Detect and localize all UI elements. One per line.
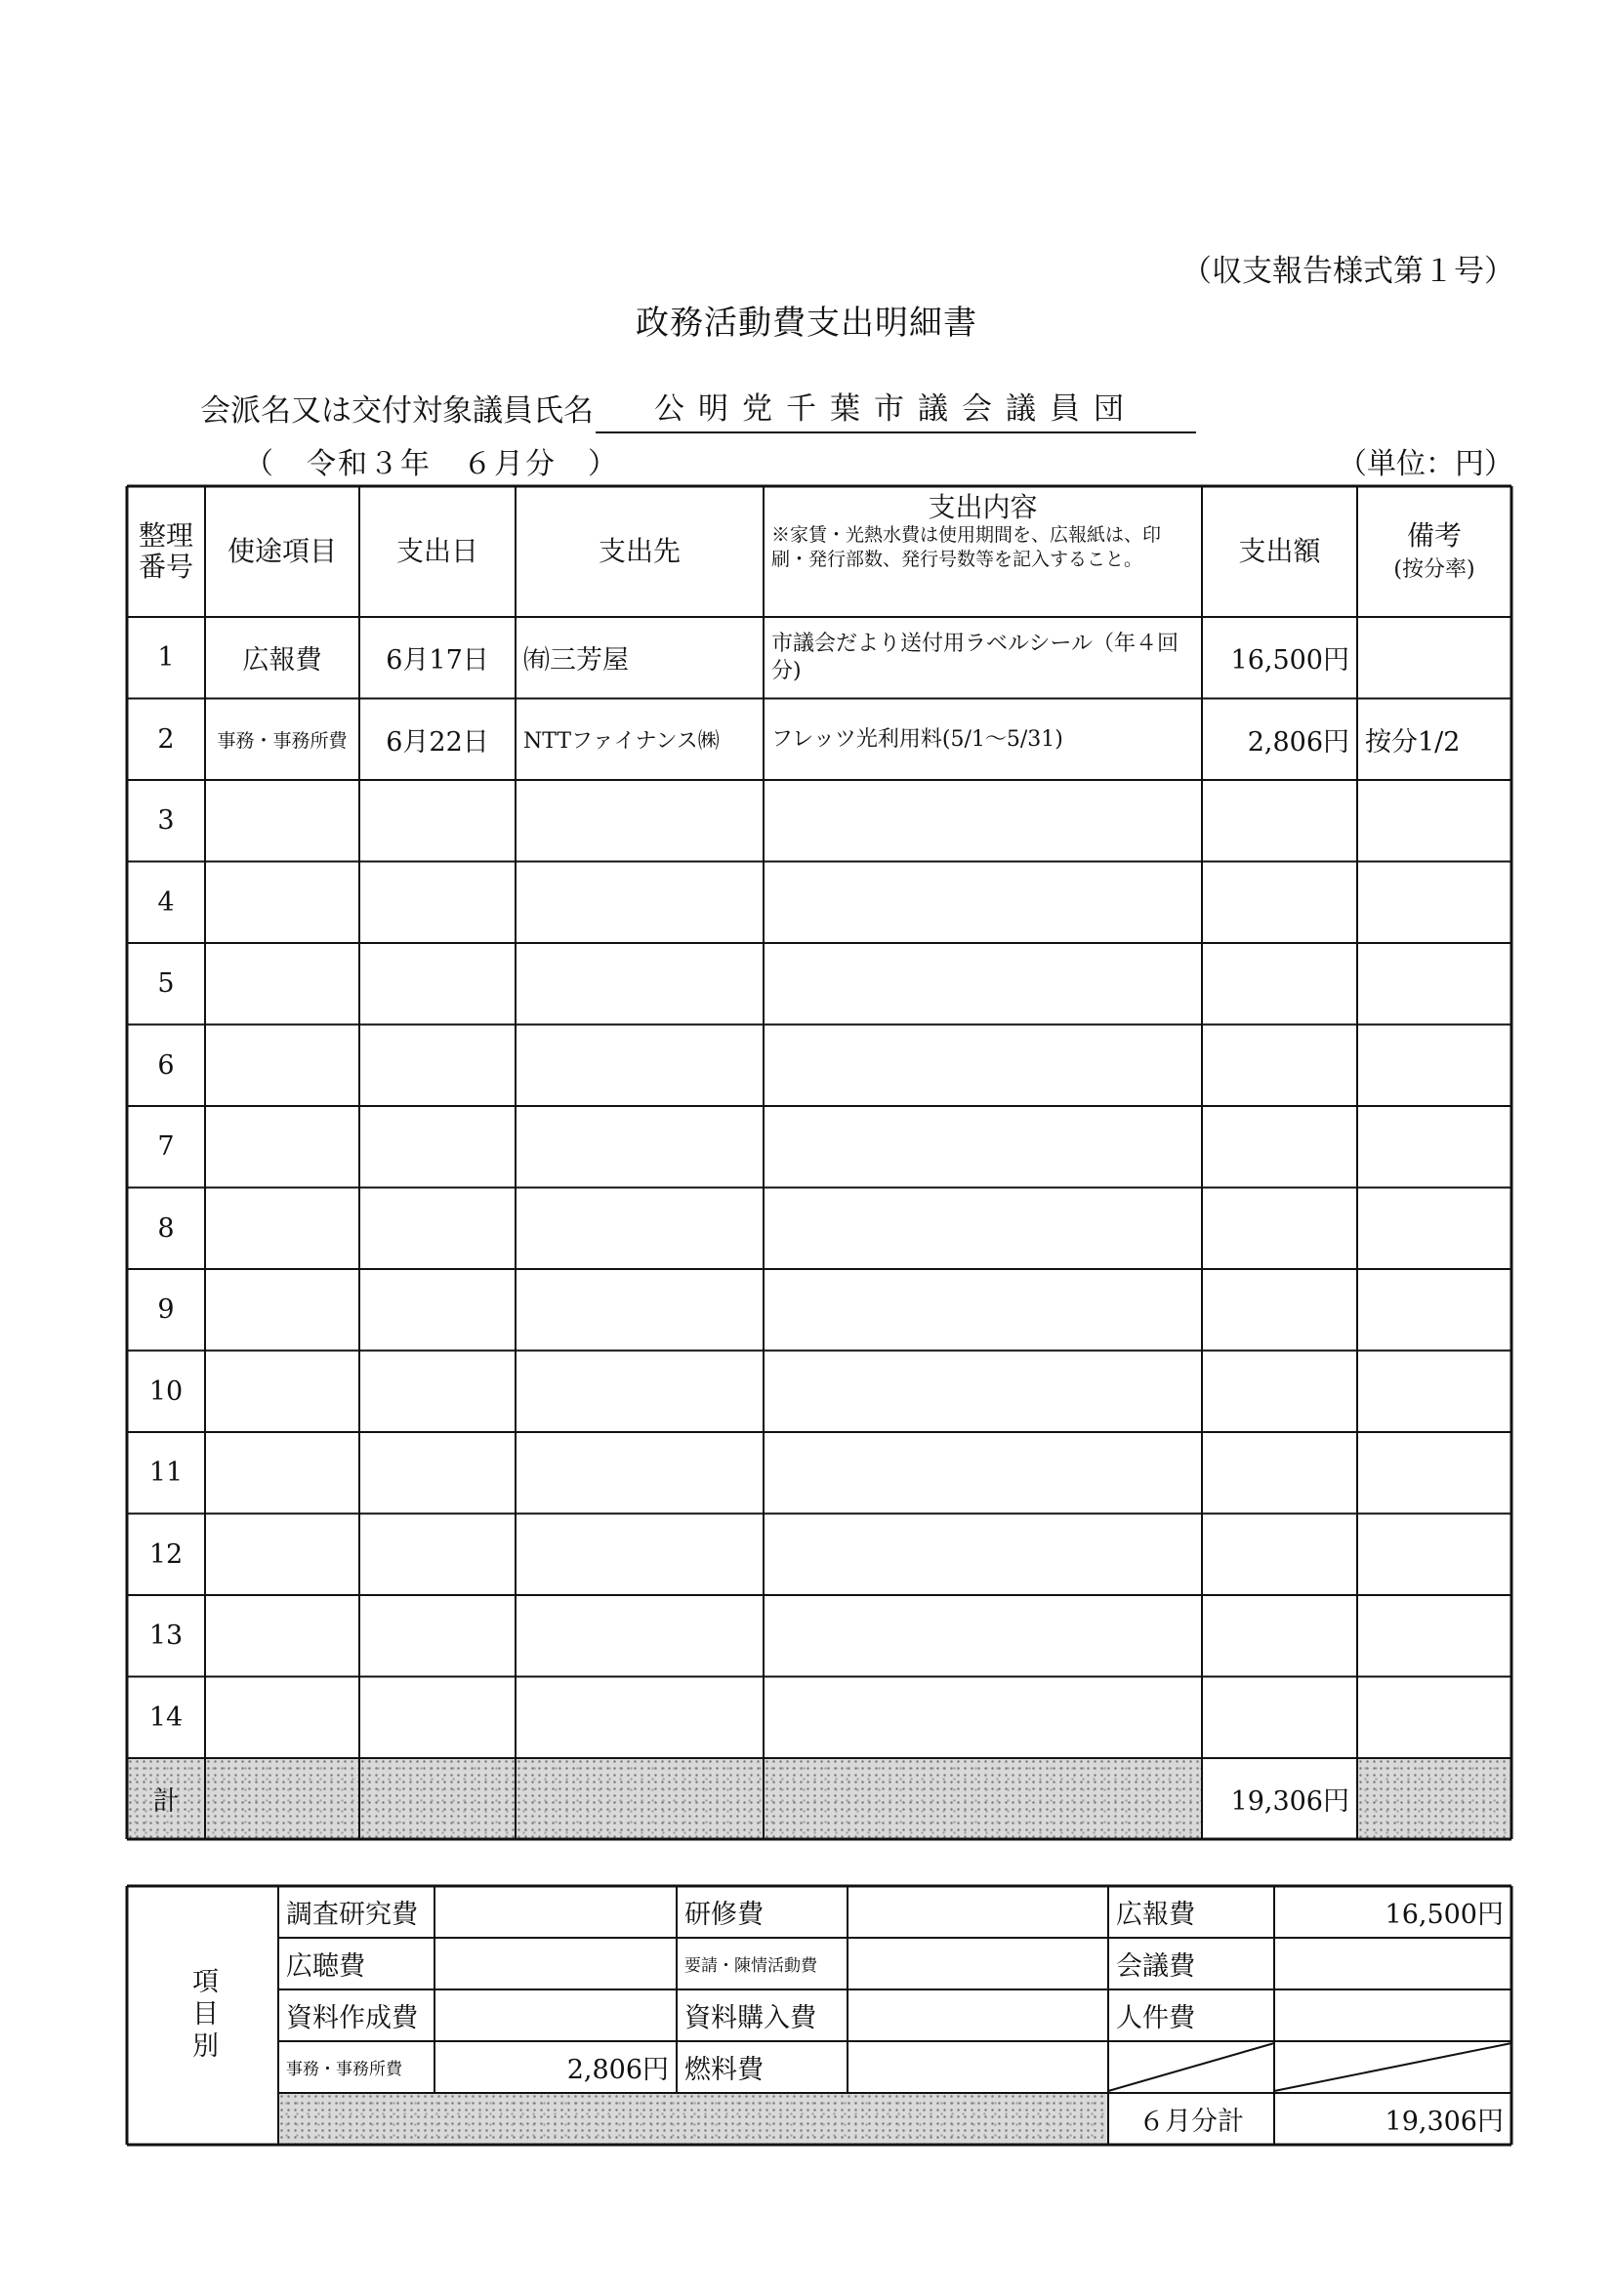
header-content-title: 支出内容 [928,491,1038,523]
row-payee: ㈲三芳屋 [523,645,629,676]
row-remarks: 按分1/2 [1365,726,1461,758]
row-number: 9 [157,1294,175,1326]
row-number: 8 [157,1212,175,1244]
summary-item-label: 広報費 [1116,1900,1195,1930]
header-content-note: ※家賃・光熱水費は使用期間を、広報紙は、印刷・発行部数、発行号数等を記入すること。 [771,524,1162,570]
row-number: 1 [157,642,175,674]
row-number: 5 [157,968,175,1000]
month-total-value: 19,306円 [1385,2107,1504,2137]
row-content: フレッツ光利用料(5/1～5/31) [771,726,1063,752]
total-label: 計 [152,1786,180,1817]
row-category: 広報費 [242,645,322,676]
header-number: 整理番号 [139,518,194,583]
summary-item-label: 人件費 [1116,2003,1195,2033]
summary-item-label: 広聴費 [286,1951,365,1982]
row-number: 12 [148,1538,184,1570]
summary-side-label: 項目別 [187,1967,218,2064]
month-total-label: ６月分計 [1138,2107,1244,2137]
summary-item-label: 燃料費 [684,2055,764,2085]
row-number: 11 [148,1457,184,1489]
row-number: 4 [157,886,175,918]
header-remarks-title: 備考 [1406,519,1462,553]
row-number: 2 [157,723,175,755]
row-number: 7 [157,1131,175,1163]
row-payee: NTTファイナンス㈱ [523,728,720,754]
summary-item-label: 資料購入費 [684,2003,816,2033]
row-number: 10 [148,1375,184,1407]
row-category: 事務・事務所費 [217,729,348,752]
period: （ 令和３年 ６月分 ） [244,447,619,481]
form-number: （収支報告様式第１号） [1181,254,1514,289]
row-number: 6 [157,1049,175,1081]
header-date: 支出日 [395,534,478,567]
header-category: 使途項目 [227,534,337,567]
summary-item-label: 研修費 [684,1900,764,1930]
grid-line [1274,2043,1511,2091]
summary-item-label: 要請・陳情活動費 [684,1956,817,1976]
row-date: 6月17日 [386,645,489,676]
unit-label: （単位：円） [1338,447,1513,481]
grid-line [1108,2043,1274,2091]
summary-item-label: 事務・事務所費 [286,2060,402,2079]
row-number: 3 [157,805,175,837]
total-amount: 19,306円 [1230,1786,1349,1817]
row-number: 14 [148,1702,184,1733]
header-remarks-sub: (按分率) [1393,556,1475,582]
row-content: 市議会だより送付用ラベルシール（年４回分) [771,632,1179,683]
header-payee: 支出先 [598,534,681,567]
row-number: 13 [148,1620,184,1652]
summary-item-label: 会議費 [1116,1951,1195,1982]
summary-item-label: 資料作成費 [286,2003,418,2033]
row-date: 6月22日 [386,726,489,758]
document-title: 政務活動費支出明細書 [636,304,977,343]
row-amount: 16,500円 [1230,645,1349,676]
summary-item-value: 16,500円 [1385,1900,1504,1930]
summary-item-value: 2,806円 [566,2055,669,2085]
summary-item-label: 調査研究費 [286,1900,418,1930]
row-amount: 2,806円 [1247,726,1349,758]
header-amount: 支出額 [1238,534,1321,567]
group-label: 会派名又は交付対象議員氏名 [200,393,594,429]
group-name: 公明党千葉市議会議員団 [596,384,1196,433]
